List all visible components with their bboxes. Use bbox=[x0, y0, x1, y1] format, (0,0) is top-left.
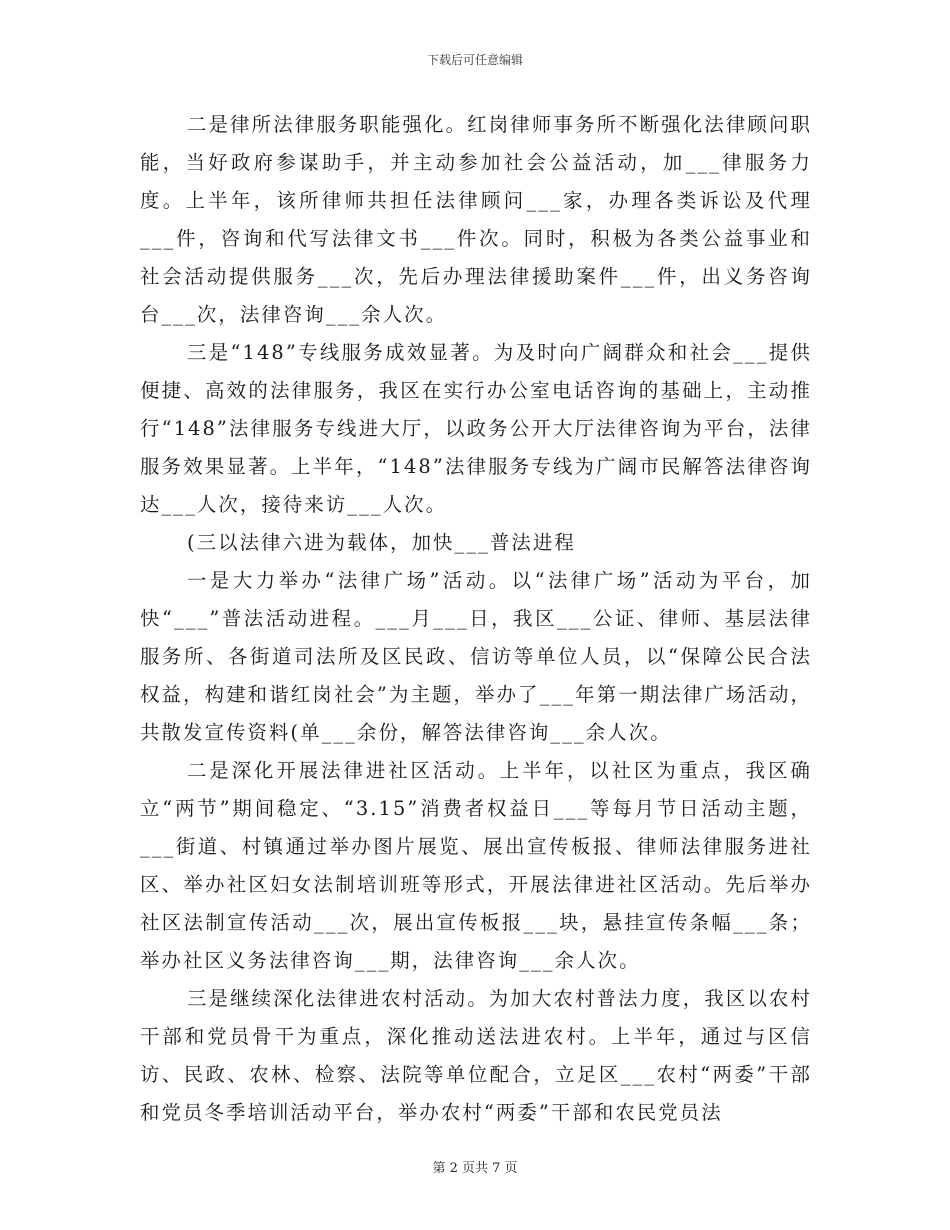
section-heading: (三以法律六进为载体，加快___普法进程 bbox=[187, 531, 576, 554]
page-header: 下载后可任意编辑 bbox=[426, 53, 523, 67]
paragraph: 二是律所法律服务职能强化。红岗律师事务所不断强化法律顾问职能，当好政府参谋助手，并主动参加社会公益活动，加___律服务力度。上半年，该所律师共担任法律顾问___家，办理各类诉讼及代理___件，咨询和代写法律文书___件次。同时，积极为各类公益事业和社会活动提供服务___次，先后办理法律援助案件___件，出义务咨询台___次，法律咨询___余人次。 bbox=[140, 113, 812, 326]
page-number: 第 2 页共 7 页 bbox=[432, 1161, 518, 1176]
paragraph: 一是大力举办“法律广场”活动。以“法律广场”活动为平台，加快“___”普法活动进程。___月___日，我区___公证、律师、基层法律服务所、各街道司法所及区民政、信访等单位人员，以“保障公民合法权益，构建和谐红岗社会”为主题，举办了___年第一期法律广场活动，共散发宣传资料(单___余份，解答法律咨询___余人次。 bbox=[140, 569, 812, 744]
paragraph: 三是继续深化法律进农村活动。为加大农村普法力度，我区以农村干部和党员骨干为重点，深化推动送法进农村。上半年，通过与区信访、民政、农林、检察、法院等单位配合，立足区___农村“两委”干部和党员冬季培训活动平台，举办农村“两委”干部和农民党员法 bbox=[140, 987, 812, 1124]
paragraph: 二是深化开展法律进社区活动。上半年，以社区为重点，我区确立“两节”期间稳定、“3.15”消费者权益日___等每月节日活动主题，___街道、村镇通过举办图片展览、展出宣传板报、律师法律服务进社区、举办社区妇女法制培训班等形式，开展法律进社区活动。先后举办社区法制宣传活动___次，展出宣传板报___块，悬挂宣传条幅___条；举办社区义务法律咨询___期，法律咨询___余人次。 bbox=[140, 759, 812, 972]
paragraph: 三是“148”专线服务成效显著。为及时向广阔群众和社会___提供便捷、高效的法律服务，我区在实行办公室电话咨询的基础上，主动推行“148”法律服务专线进大厅，以政务公开大厅法律咨询为平台，法律服务效果显著。上半年，“148”法律服务专线为广阔市民解答法律咨询达___人次，接待来访___人次。 bbox=[140, 341, 812, 516]
document-body bbox=[140, 106, 812, 1132]
